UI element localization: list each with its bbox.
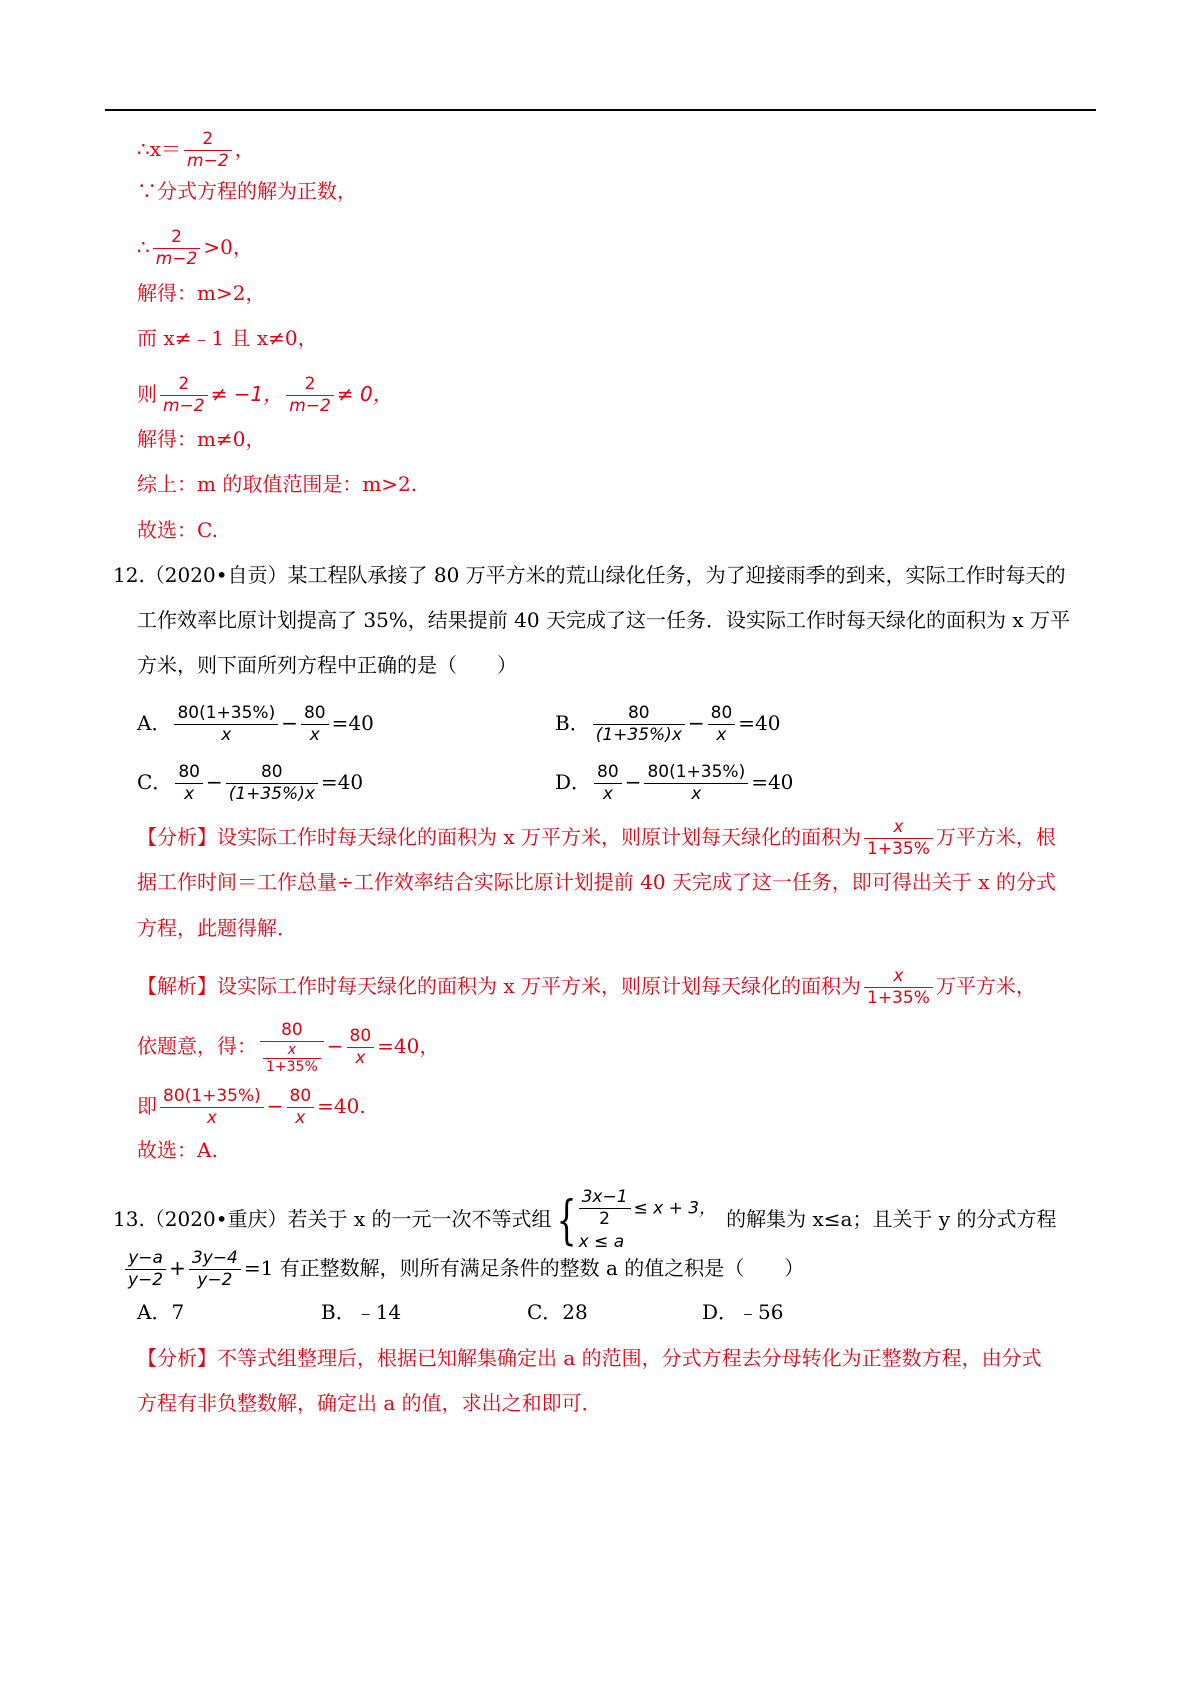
fraction: $\frac{2}{m-2}$ — [184, 129, 232, 172]
q12-solution-line-3: 即 $\frac{80(1+35\%)}{x}$ − $\frac{80}{x}$ =40. — [137, 1086, 366, 1128]
q13-option-c[interactable]: C．28 — [527, 1300, 588, 1324]
q13-line-2: $\frac{y-a}{y-2}$ + $\frac{3y-4}{y-2}$ =1 有正整数解，则所有满足条件的整数 a 的值之积是（ ） — [137, 1248, 804, 1291]
solution-line-1 — [137, 129, 255, 172]
q12-solution-line-2: 依题意，得： $\frac{80}{\frac{x}{1+35\%}}$ − $\frac{80}{x}$ =40， — [137, 1020, 440, 1075]
q12-analysis-line-2: 据工作时间＝工作总量÷工作效率结合实际比原计划提前 40 天完成了这一任务，即可得出关于 x 的分式 — [137, 870, 1056, 894]
q13-analysis-line-1: 【分析】不等式组整理后，根据已知解集确定出 a 的范围，分式方程去分母转化为正整数方程，由分式 — [137, 1346, 1042, 1370]
fraction: $\frac{2}{m-2}$ — [160, 374, 208, 417]
q12-option-d[interactable]: D． $\frac{80}{x}$ − $\frac{80(1+35\%)}{x}$ =40 — [555, 762, 794, 804]
q13-analysis-line-2: 方程有非负整数解，确定出 a 的值，求出之和即可． — [137, 1391, 602, 1415]
q12-line-2: 工作效率比原计划提高了 35%，结果提前 40 天完成了这一任务．设实际工作时每天绿化的面积为 x 万平 — [137, 608, 1070, 632]
solution-line-4: 解得：m>2， — [137, 281, 266, 305]
solution-line-5: 而 x≠﹣1 且 x≠0， — [137, 326, 318, 350]
q13-line-1: 13.（2020•重庆）若关于 x 的一元一次不等式组{ $\frac{3x-1}{2}$ ≤ x + 3， x ≤ a 的解集为 x≤a；且关于 y 的分式方程 — [113, 1187, 1057, 1252]
q13-option-a[interactable]: A．7 — [137, 1300, 185, 1324]
inequality-system: $\frac{3x-1}{2}$ ≤ x + 3， x ≤ a — [578, 1187, 717, 1252]
header-rule — [105, 109, 1096, 111]
q12-solution-line-1: 【解析】设实际工作时每天绿化的面积为 x 万平方米，则原计划每天绿化的面积为 $\frac{x}{1+35\%}$ 万平方米， — [137, 966, 1036, 1008]
fraction: $\frac{2}{m-2}$ — [153, 227, 201, 270]
q12-analysis-line-3: 方程，此题得解． — [137, 916, 297, 940]
q12-option-c[interactable]: C． $\frac{80}{x}$ − $\frac{80}{(1+35\%)x}$ =40 — [137, 762, 364, 804]
solution-line-7: 解得：m≠0， — [137, 427, 266, 451]
solution-line-8: 综上：m 的取值范围是：m>2. — [137, 472, 418, 496]
text: ， — [234, 137, 255, 161]
q13-option-d[interactable]: D．﹣56 — [702, 1300, 784, 1324]
solution-line-3: ∴ $\frac{2}{m-2}$ >0， — [137, 227, 253, 269]
solution-answer: 故选：C. — [137, 518, 218, 542]
solution-line-2: ∵分式方程的解为正数， — [137, 179, 357, 203]
q12-line-3: 方米，则下面所列方程中正确的是（ ） — [137, 653, 517, 677]
brace-icon: { — [556, 1190, 576, 1251]
q12-option-b[interactable]: B． $\frac{80}{(1+35\%)x}$ − $\frac{80}{x}$ =40 — [555, 703, 781, 745]
q12-option-a[interactable]: A． $\frac{80(1+35\%)}{x}$ − $\frac{80}{x}$ =40 — [137, 703, 374, 745]
solution-line-6: 则 $\frac{2}{m-2}$ ≠ −1， $\frac{2}{m-2}$ ≠ 0， — [137, 374, 393, 416]
q12-answer: 故选：A. — [137, 1138, 218, 1162]
fraction: $\frac{2}{m-2}$ — [286, 374, 334, 417]
q13-option-b[interactable]: B．﹣14 — [321, 1300, 402, 1324]
text: ∴x＝ — [137, 137, 182, 161]
q12-line-1: 12.（2020•自贡）某工程队承接了 80 万平方米的荒山绿化任务，为了迎接雨季的到来，实际工作时每天的 — [113, 563, 1066, 587]
q12-analysis-line-1: 【分析】设实际工作时每天绿化的面积为 x 万平方米，则原计划每天绿化的面积为 $\frac{x}{1+35\%}$ 万平方米，根 — [137, 817, 1056, 859]
